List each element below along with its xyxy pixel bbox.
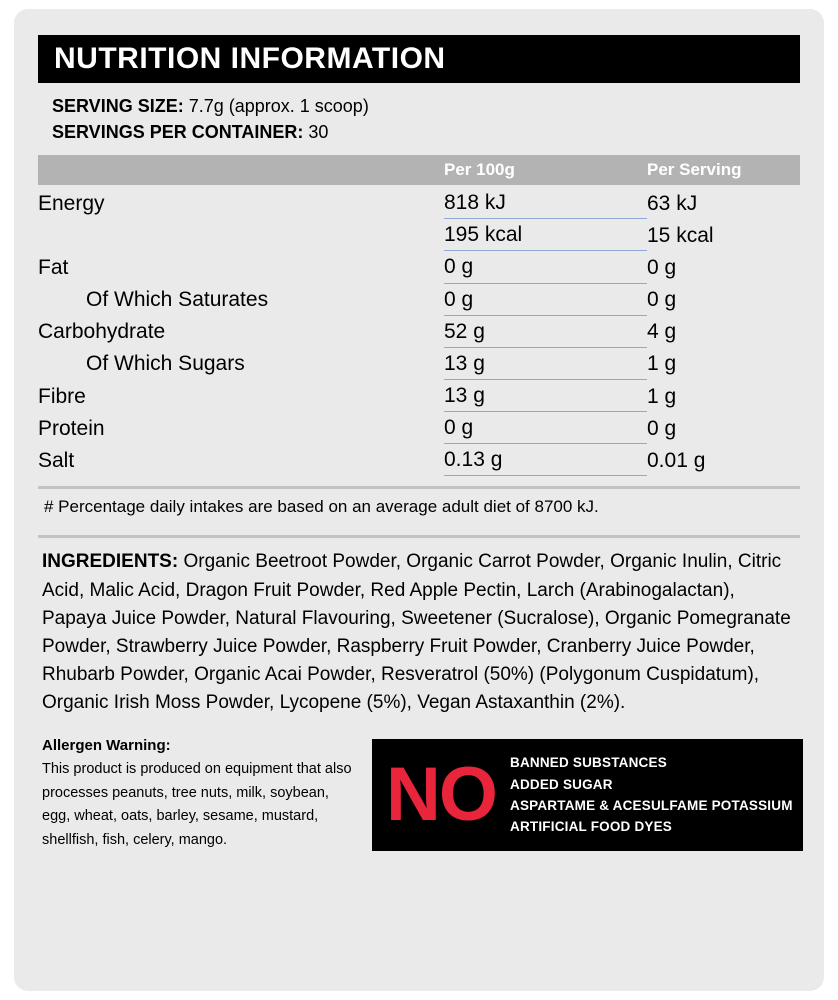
list-item: ASPARTAME & ACESULFAME POTASSIUM [510,798,793,814]
nutrient-per-serving: 0 g [647,255,677,279]
nutrient-per-100g: 0.13 g [444,444,647,476]
nutrient-per-serving: 0 g [647,288,677,312]
ingredients-paragraph [38,538,800,717]
nutrient-name: Fibre [38,384,86,408]
table-row [38,219,800,251]
serving-size-label: SERVING SIZE: [52,96,184,116]
nutrient-name: Energy [38,191,105,215]
nutrient-name: Protein [38,416,105,440]
nutrient-per-serving: 63 kJ [647,191,698,215]
nutrient-per-serving: 0 g [647,416,677,440]
servings-per-container-value: 30 [303,122,329,143]
table-row [38,187,800,219]
table-row [38,412,800,444]
nutrition-label-panel [14,9,824,991]
nutrient-per-100g: 0 g [444,251,647,283]
column-header-per-100g: Per 100g [444,160,515,180]
nutrition-title-bar [38,35,800,83]
daily-intake-footnote: # Percentage daily intakes are based on an average adult diet of 8700 kJ. [44,497,599,517]
nutrition-table-body [38,187,800,476]
label-content [38,35,800,852]
nutrient-per-100g: 818 kJ [444,187,647,219]
nutrient-per-100g: 13 g [444,347,647,379]
nutrient-name: Salt [38,448,75,472]
nutrient-name: Carbohydrate [38,320,166,344]
table-row [38,283,800,315]
list-item: BANNED SUBSTANCES [510,755,667,771]
ingredients-label: INGREDIENTS: [42,551,179,573]
bottom-section [38,737,800,852]
ingredients-text: Organic Beetroot Powder, Organic Carrot Powder, Organic Inulin, Citric Acid, Malic Acid, Dragon Fruit Powder, Red Apple Pectin, Larch (Arabinogalactan), Papaya Juice Powder, Natural Flavouring, Sweetener (Sucralose), Organic Pomegranate Powder, Strawberry Juice Powder, Raspberry Fruit Powder, Cranberry Juice Powder, Rhubarb Powder, Organic Acai Powder, Resveratrol (50%) (Polygonum Cuspidatum), Organic Irish Moss Powder, Lycopene (5%), Vegan Astaxanthin (2%). [42,551,791,713]
nutrient-name [38,219,444,251]
table-column-header [38,155,800,185]
nutrient-per-serving: 0.01 g [647,448,706,472]
nutrient-per-100g: 0 g [444,283,647,315]
nutrient-per-100g: 52 g [444,315,647,347]
nutrient-name: Of Which Sugars [86,352,245,376]
nutrient-name: Of Which Saturates [86,288,269,312]
nutrient-per-serving: 1 g [647,352,677,376]
allergen-warning-body: This product is produced on equipment that also processes peanuts, tree nuts, milk, soybean, egg, wheat, oats, barley, sesame, mustard, shellfish, fish, celery, mango. [42,761,352,848]
nutrient-per-serving: 4 g [647,320,677,344]
table-row [38,315,800,347]
column-header-per-serving: Per Serving [647,160,742,180]
serving-info [38,83,800,151]
allergen-warning-heading: Allergen Warning: [42,737,171,755]
nutrient-per-100g: 195 kcal [444,219,647,251]
servings-per-container-label: SERVINGS PER CONTAINER: [52,122,304,143]
no-claims-list [510,752,793,837]
allergen-warning [42,737,372,852]
nutrient-per-serving: 15 kcal [647,223,714,247]
nutrient-per-100g: 13 g [444,380,647,412]
nutrition-table [38,187,800,476]
nutrient-name: Fat [38,255,69,279]
list-item: ADDED SUGAR [510,776,613,792]
table-row [38,251,800,283]
page-title: NUTRITION INFORMATION [54,42,446,75]
servings-per-container-line [52,119,800,145]
nutrient-per-serving: 1 g [647,384,677,408]
no-claims-badge [372,739,803,851]
no-word: NO [386,751,496,837]
list-item: ARTIFICIAL FOOD DYES [510,819,673,835]
table-row [38,444,800,476]
table-row [38,380,800,412]
table-row [38,347,800,379]
serving-size-line [52,93,800,119]
serving-size-value: 7.7g (approx. 1 scoop) [183,96,369,116]
nutrient-per-100g: 0 g [444,412,647,444]
